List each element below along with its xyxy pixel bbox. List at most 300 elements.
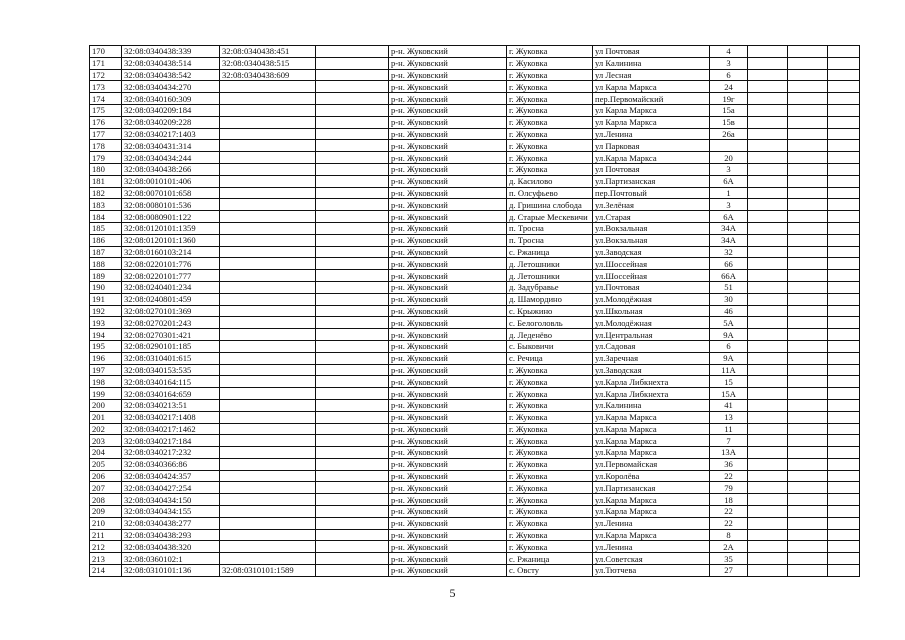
table-row <box>90 57 860 69</box>
locality-cell: г. Жуковка <box>507 435 593 447</box>
cadastral-number-cell: 32:08:0340438:320 <box>122 541 220 553</box>
row-number-cell: 182 <box>90 187 122 199</box>
row-number-cell: 189 <box>90 270 122 282</box>
district-cell: р-н. Жуковский <box>389 482 507 494</box>
extra-cell-2-cell <box>788 529 828 541</box>
street-cell: ул.Партизанская <box>593 175 710 187</box>
row-number-cell: 212 <box>90 541 122 553</box>
row-number-cell: 210 <box>90 517 122 529</box>
row-number-cell: 174 <box>90 93 122 105</box>
cadastral-number-cell: 32:08:0220101:776 <box>122 258 220 270</box>
table-row <box>90 281 860 293</box>
extra-cell-2-cell <box>788 199 828 211</box>
district-cell: р-н. Жуковский <box>389 376 507 388</box>
blank-cell-cell <box>316 470 389 482</box>
house-number-cell: 15А <box>710 388 748 400</box>
house-number-cell: 18 <box>710 494 748 506</box>
extra-cell-1-cell <box>748 340 788 352</box>
street-cell: ул.Карла Маркса <box>593 506 710 518</box>
locality-cell: с. Ржаница <box>507 246 593 258</box>
row-number-cell: 173 <box>90 81 122 93</box>
locality-cell: д. Шамордино <box>507 293 593 305</box>
table-row <box>90 399 860 411</box>
table-row <box>90 270 860 282</box>
cadastral-number-2-cell <box>220 494 316 506</box>
street-cell: ул Карла Маркса <box>593 104 710 116</box>
cadastral-number-cell: 32:08:0340160:309 <box>122 93 220 105</box>
house-number-cell: 3 <box>710 163 748 175</box>
house-number-cell: 22 <box>710 506 748 518</box>
table-row <box>90 435 860 447</box>
cadastral-number-2-cell <box>220 352 316 364</box>
row-number-cell: 214 <box>90 565 122 577</box>
cadastral-number-2-cell <box>220 187 316 199</box>
extra-cell-3-cell <box>828 175 860 187</box>
blank-cell-cell <box>316 458 389 470</box>
table-row <box>90 293 860 305</box>
extra-cell-2-cell <box>788 234 828 246</box>
table-row <box>90 163 860 175</box>
house-number-cell: 32 <box>710 246 748 258</box>
extra-cell-1-cell <box>748 482 788 494</box>
locality-cell: д. Гришина слобода <box>507 199 593 211</box>
row-number-cell: 207 <box>90 482 122 494</box>
street-cell: ул Парковая <box>593 140 710 152</box>
house-number-cell: 6А <box>710 175 748 187</box>
table-row <box>90 234 860 246</box>
blank-cell-cell <box>316 281 389 293</box>
blank-cell-cell <box>316 57 389 69</box>
row-number-cell: 181 <box>90 175 122 187</box>
cadastral-number-2-cell <box>220 470 316 482</box>
street-cell: ул.Карла Либкнехта <box>593 376 710 388</box>
blank-cell-cell <box>316 305 389 317</box>
extra-cell-2-cell <box>788 281 828 293</box>
district-cell: р-н. Жуковский <box>389 234 507 246</box>
row-number-cell: 186 <box>90 234 122 246</box>
extra-cell-3-cell <box>828 435 860 447</box>
row-number-cell: 205 <box>90 458 122 470</box>
row-number-cell: 180 <box>90 163 122 175</box>
row-number-cell: 188 <box>90 258 122 270</box>
district-cell: р-н. Жуковский <box>389 458 507 470</box>
cadastral-number-cell: 32:08:0240801:459 <box>122 293 220 305</box>
street-cell: ул.Шоссейная <box>593 258 710 270</box>
cadastral-number-cell: 32:08:0080901:122 <box>122 211 220 223</box>
cadastral-number-cell: 32:08:0340438:514 <box>122 57 220 69</box>
cadastral-number-cell: 32:08:0340438:277 <box>122 517 220 529</box>
locality-cell: г. Жуковка <box>507 46 593 58</box>
street-cell: ул.Молодёжная <box>593 317 710 329</box>
extra-cell-3-cell <box>828 388 860 400</box>
table-row <box>90 388 860 400</box>
house-number-cell: 36 <box>710 458 748 470</box>
district-cell: р-н. Жуковский <box>389 281 507 293</box>
extra-cell-3-cell <box>828 364 860 376</box>
district-cell: р-н. Жуковский <box>389 317 507 329</box>
district-cell: р-н. Жуковский <box>389 553 507 565</box>
cadastral-number-2-cell <box>220 517 316 529</box>
locality-cell: г. Жуковка <box>507 81 593 93</box>
locality-cell: г. Жуковка <box>507 57 593 69</box>
district-cell: р-н. Жуковский <box>389 199 507 211</box>
row-number-cell: 175 <box>90 104 122 116</box>
row-number-cell: 185 <box>90 222 122 234</box>
street-cell: ул Почтовая <box>593 163 710 175</box>
house-number-cell: 66А <box>710 270 748 282</box>
extra-cell-1-cell <box>748 423 788 435</box>
cadastral-number-cell: 32:08:0340209:228 <box>122 116 220 128</box>
blank-cell-cell <box>316 46 389 58</box>
table-row <box>90 93 860 105</box>
extra-cell-2-cell <box>788 517 828 529</box>
extra-cell-1-cell <box>748 270 788 282</box>
cadastral-number-2-cell <box>220 482 316 494</box>
table-row <box>90 506 860 518</box>
cadastral-number-2-cell <box>220 128 316 140</box>
cadastral-number-cell: 32:08:0270301:421 <box>122 329 220 341</box>
table-row <box>90 187 860 199</box>
extra-cell-2-cell <box>788 423 828 435</box>
street-cell: ул.Почтовая <box>593 281 710 293</box>
house-number-cell: 1 <box>710 187 748 199</box>
extra-cell-1-cell <box>748 565 788 577</box>
extra-cell-3-cell <box>828 128 860 140</box>
cadastral-number-2-cell <box>220 234 316 246</box>
extra-cell-3-cell <box>828 423 860 435</box>
extra-cell-3-cell <box>828 152 860 164</box>
extra-cell-3-cell <box>828 305 860 317</box>
blank-cell-cell <box>316 69 389 81</box>
cadastral-number-cell: 32:08:0340217:184 <box>122 435 220 447</box>
extra-cell-2-cell <box>788 116 828 128</box>
district-cell: р-н. Жуковский <box>389 506 507 518</box>
table-row <box>90 541 860 553</box>
house-number-cell: 15в <box>710 116 748 128</box>
blank-cell-cell <box>316 317 389 329</box>
district-cell: р-н. Жуковский <box>389 305 507 317</box>
blank-cell-cell <box>316 246 389 258</box>
street-cell: ул.Ленина <box>593 541 710 553</box>
row-number-cell: 202 <box>90 423 122 435</box>
extra-cell-1-cell <box>748 494 788 506</box>
extra-cell-3-cell <box>828 470 860 482</box>
house-number-cell: 34А <box>710 222 748 234</box>
extra-cell-2-cell <box>788 317 828 329</box>
extra-cell-3-cell <box>828 458 860 470</box>
extra-cell-3-cell <box>828 411 860 423</box>
table-row <box>90 352 860 364</box>
blank-cell-cell <box>316 293 389 305</box>
locality-cell: д. Задубравье <box>507 281 593 293</box>
locality-cell: г. Жуковка <box>507 541 593 553</box>
district-cell: р-н. Жуковский <box>389 175 507 187</box>
locality-cell: г. Жуковка <box>507 447 593 459</box>
house-number-cell: 24 <box>710 81 748 93</box>
house-number-cell: 2А <box>710 541 748 553</box>
house-number-cell: 35 <box>710 553 748 565</box>
row-number-cell: 178 <box>90 140 122 152</box>
street-cell: ул.Молодёжная <box>593 293 710 305</box>
house-number-cell: 9А <box>710 352 748 364</box>
locality-cell: д. Старые Мескевичи <box>507 211 593 223</box>
cadastral-number-cell: 32:08:0340434:244 <box>122 152 220 164</box>
extra-cell-3-cell <box>828 399 860 411</box>
district-cell: р-н. Жуковский <box>389 57 507 69</box>
cadastral-number-cell: 32:08:0220101:777 <box>122 270 220 282</box>
blank-cell-cell <box>316 482 389 494</box>
district-cell: р-н. Жуковский <box>389 494 507 506</box>
cadastral-number-2-cell <box>220 317 316 329</box>
locality-cell: г. Жуковка <box>507 116 593 128</box>
district-cell: р-н. Жуковский <box>389 69 507 81</box>
extra-cell-1-cell <box>748 187 788 199</box>
row-number-cell: 194 <box>90 329 122 341</box>
cadastral-number-cell: 32:08:0340164:115 <box>122 376 220 388</box>
extra-cell-1-cell <box>748 163 788 175</box>
cadastral-number-cell: 32:08:0340438:542 <box>122 69 220 81</box>
table-row <box>90 211 860 223</box>
extra-cell-3-cell <box>828 565 860 577</box>
row-number-cell: 170 <box>90 46 122 58</box>
district-cell: р-н. Жуковский <box>389 270 507 282</box>
cadastral-number-2-cell <box>220 116 316 128</box>
house-number-cell: 30 <box>710 293 748 305</box>
cadastral-number-2-cell <box>220 199 316 211</box>
locality-cell: с. Быковичи <box>507 340 593 352</box>
row-number-cell: 198 <box>90 376 122 388</box>
house-number-cell: 26а <box>710 128 748 140</box>
street-cell: ул.Карла Маркса <box>593 494 710 506</box>
row-number-cell: 201 <box>90 411 122 423</box>
cadastral-number-cell: 32:08:0310401:615 <box>122 352 220 364</box>
blank-cell-cell <box>316 152 389 164</box>
district-cell: р-н. Жуковский <box>389 152 507 164</box>
street-cell: ул.Карла Маркса <box>593 529 710 541</box>
row-number-cell: 172 <box>90 69 122 81</box>
extra-cell-2-cell <box>788 293 828 305</box>
blank-cell-cell <box>316 258 389 270</box>
blank-cell-cell <box>316 364 389 376</box>
extra-cell-3-cell <box>828 482 860 494</box>
locality-cell: с. Овсту <box>507 565 593 577</box>
cadastral-number-2-cell <box>220 270 316 282</box>
cadastral-number-cell: 32:08:0340434:270 <box>122 81 220 93</box>
street-cell: пер.Почтовый <box>593 187 710 199</box>
cadastral-number-cell: 32:08:0340217:1462 <box>122 423 220 435</box>
blank-cell-cell <box>316 376 389 388</box>
street-cell: ул.Карла Маркса <box>593 423 710 435</box>
cadastral-number-cell: 32:08:0340366:86 <box>122 458 220 470</box>
extra-cell-3-cell <box>828 46 860 58</box>
locality-cell: г. Жуковка <box>507 529 593 541</box>
extra-cell-1-cell <box>748 116 788 128</box>
extra-cell-2-cell <box>788 211 828 223</box>
cadastral-number-cell: 32:08:0340217:232 <box>122 447 220 459</box>
row-number-cell: 171 <box>90 57 122 69</box>
street-cell: ул.Вокзальная <box>593 234 710 246</box>
cadastral-number-cell: 32:08:0340434:150 <box>122 494 220 506</box>
locality-cell: г. Жуковка <box>507 69 593 81</box>
street-cell: ул.Карла Маркса <box>593 447 710 459</box>
locality-cell: г. Жуковка <box>507 423 593 435</box>
street-cell: ул.Тютчева <box>593 565 710 577</box>
extra-cell-3-cell <box>828 553 860 565</box>
district-cell: р-н. Жуковский <box>389 411 507 423</box>
locality-cell: г. Жуковка <box>507 364 593 376</box>
street-cell: ул.Заводская <box>593 364 710 376</box>
extra-cell-1-cell <box>748 222 788 234</box>
extra-cell-1-cell <box>748 246 788 258</box>
extra-cell-1-cell <box>748 517 788 529</box>
cadastral-number-cell: 32:08:0290101:185 <box>122 340 220 352</box>
blank-cell-cell <box>316 553 389 565</box>
locality-cell: г. Жуковка <box>507 411 593 423</box>
district-cell: р-н. Жуковский <box>389 246 507 258</box>
extra-cell-2-cell <box>788 152 828 164</box>
table-row <box>90 517 860 529</box>
district-cell: р-н. Жуковский <box>389 399 507 411</box>
extra-cell-2-cell <box>788 222 828 234</box>
table-row <box>90 553 860 565</box>
table-row <box>90 81 860 93</box>
extra-cell-1-cell <box>748 447 788 459</box>
street-cell: ул.Партизанская <box>593 482 710 494</box>
house-number-cell: 13 <box>710 411 748 423</box>
table-row <box>90 447 860 459</box>
street-cell: ул.Карла Либкнехта <box>593 388 710 400</box>
extra-cell-2-cell <box>788 270 828 282</box>
house-number-cell: 9А <box>710 329 748 341</box>
house-number-cell: 6А <box>710 211 748 223</box>
row-number-cell: 213 <box>90 553 122 565</box>
table-row <box>90 376 860 388</box>
district-cell: р-н. Жуковский <box>389 565 507 577</box>
cadastral-number-2-cell <box>220 435 316 447</box>
locality-cell: г. Жуковка <box>507 128 593 140</box>
extra-cell-2-cell <box>788 506 828 518</box>
district-cell: р-н. Жуковский <box>389 46 507 58</box>
house-number-cell: 51 <box>710 281 748 293</box>
table-row <box>90 340 860 352</box>
row-number-cell: 209 <box>90 506 122 518</box>
extra-cell-2-cell <box>788 388 828 400</box>
cadastral-number-2-cell: 32:08:0340438:515 <box>220 57 316 69</box>
extra-cell-1-cell <box>748 317 788 329</box>
locality-cell: с. Ржаница <box>507 553 593 565</box>
blank-cell-cell <box>316 388 389 400</box>
blank-cell-cell <box>316 222 389 234</box>
extra-cell-3-cell <box>828 506 860 518</box>
locality-cell: г. Жуковка <box>507 376 593 388</box>
house-number-cell: 3 <box>710 57 748 69</box>
extra-cell-2-cell <box>788 329 828 341</box>
locality-cell: г. Жуковка <box>507 104 593 116</box>
house-number-cell: 6 <box>710 340 748 352</box>
house-number-cell: 22 <box>710 470 748 482</box>
district-cell: р-н. Жуковский <box>389 447 507 459</box>
extra-cell-2-cell <box>788 140 828 152</box>
blank-cell-cell <box>316 423 389 435</box>
extra-cell-2-cell <box>788 364 828 376</box>
district-cell: р-н. Жуковский <box>389 364 507 376</box>
locality-cell: п. Тросна <box>507 222 593 234</box>
extra-cell-2-cell <box>788 340 828 352</box>
house-number-cell: 15а <box>710 104 748 116</box>
cadastral-number-cell: 32:08:0340217:1403 <box>122 128 220 140</box>
row-number-cell: 197 <box>90 364 122 376</box>
locality-cell: г. Жуковка <box>507 140 593 152</box>
district-cell: р-н. Жуковский <box>389 163 507 175</box>
extra-cell-2-cell <box>788 81 828 93</box>
house-number-cell: 11А <box>710 364 748 376</box>
house-number-cell: 11 <box>710 423 748 435</box>
blank-cell-cell <box>316 506 389 518</box>
extra-cell-1-cell <box>748 211 788 223</box>
extra-cell-1-cell <box>748 175 788 187</box>
extra-cell-2-cell <box>788 258 828 270</box>
table-row <box>90 411 860 423</box>
blank-cell-cell <box>316 447 389 459</box>
cadastral-number-2-cell <box>220 541 316 553</box>
extra-cell-1-cell <box>748 541 788 553</box>
extra-cell-2-cell <box>788 163 828 175</box>
cadastral-number-2-cell <box>220 506 316 518</box>
extra-cell-3-cell <box>828 541 860 553</box>
house-number-cell <box>710 140 748 152</box>
blank-cell-cell <box>316 128 389 140</box>
locality-cell: д. Касилово <box>507 175 593 187</box>
row-number-cell: 184 <box>90 211 122 223</box>
cadastral-number-cell: 32:08:0240401:234 <box>122 281 220 293</box>
row-number-cell: 203 <box>90 435 122 447</box>
extra-cell-1-cell <box>748 140 788 152</box>
row-number-cell: 199 <box>90 388 122 400</box>
blank-cell-cell <box>316 352 389 364</box>
table-row <box>90 222 860 234</box>
extra-cell-2-cell <box>788 128 828 140</box>
house-number-cell: 3 <box>710 199 748 211</box>
house-number-cell: 66 <box>710 258 748 270</box>
extra-cell-2-cell <box>788 553 828 565</box>
district-cell: р-н. Жуковский <box>389 140 507 152</box>
street-cell: ул.Карла Маркса <box>593 152 710 164</box>
extra-cell-3-cell <box>828 187 860 199</box>
extra-cell-3-cell <box>828 340 860 352</box>
district-cell: р-н. Жуковский <box>389 128 507 140</box>
blank-cell-cell <box>316 529 389 541</box>
street-cell: пер.Первомайский <box>593 93 710 105</box>
extra-cell-2-cell <box>788 352 828 364</box>
extra-cell-2-cell <box>788 46 828 58</box>
district-cell: р-н. Жуковский <box>389 222 507 234</box>
house-number-cell: 15 <box>710 376 748 388</box>
extra-cell-2-cell <box>788 482 828 494</box>
locality-cell: д. Летошники <box>507 270 593 282</box>
extra-cell-3-cell <box>828 494 860 506</box>
locality-cell: г. Жуковка <box>507 458 593 470</box>
row-number-cell: 196 <box>90 352 122 364</box>
cadastral-number-2-cell <box>220 553 316 565</box>
row-number-cell: 211 <box>90 529 122 541</box>
cadastral-number-cell: 32:08:0270201:243 <box>122 317 220 329</box>
house-number-cell: 22 <box>710 517 748 529</box>
district-cell: р-н. Жуковский <box>389 340 507 352</box>
extra-cell-2-cell <box>788 175 828 187</box>
extra-cell-1-cell <box>748 435 788 447</box>
table-row <box>90 423 860 435</box>
locality-cell: с. Крыжино <box>507 305 593 317</box>
